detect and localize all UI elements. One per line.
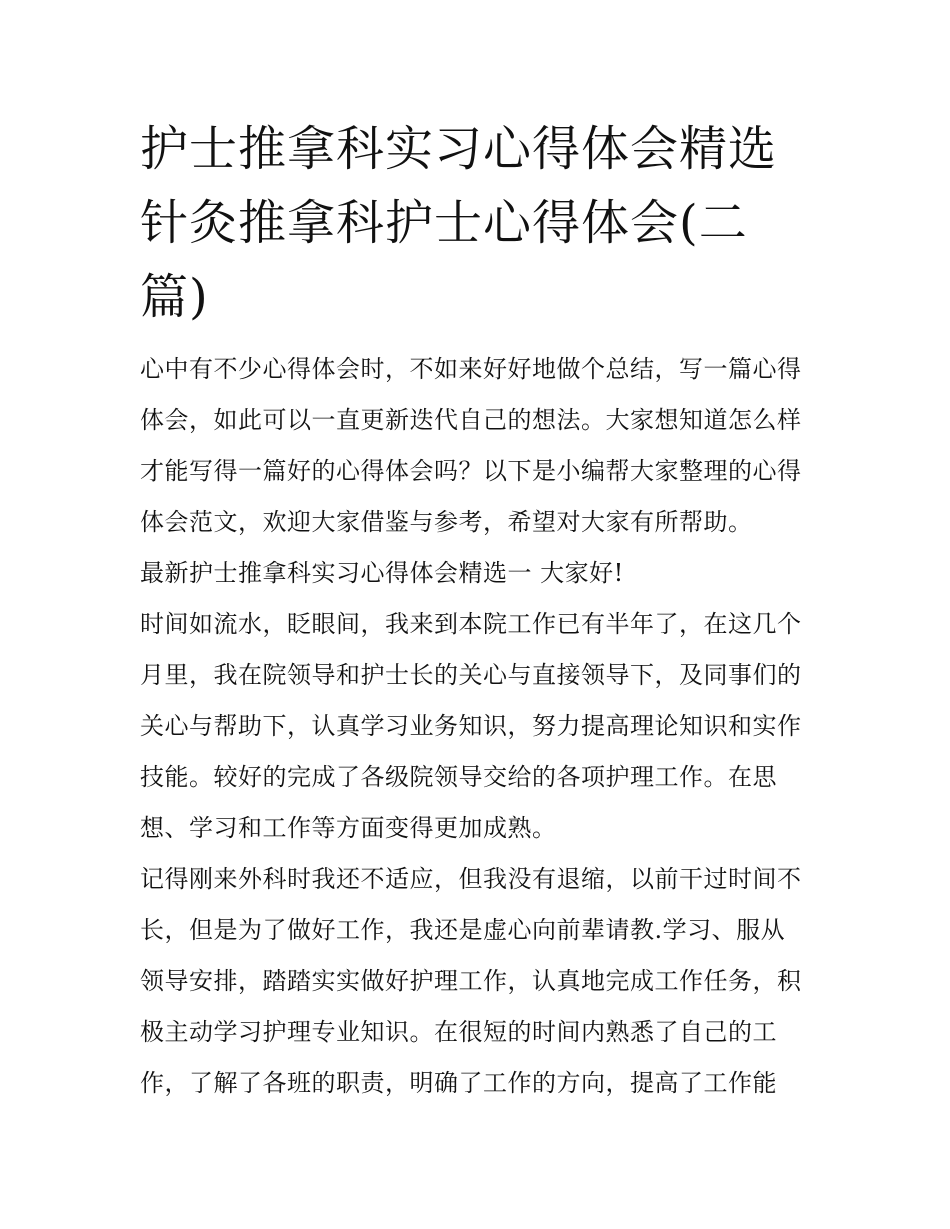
document-content (140, 112, 812, 1109)
text-line: 想、学习和工作等方面变得更加成熟。 (140, 814, 557, 842)
text-line: 极主动学习护理专业知识。在很短的时间内熟悉了自己的工 (140, 1018, 777, 1046)
document-body (140, 344, 812, 1109)
text-line: 才能写得一篇好的心得体会吗？以下是小编帮大家整理的心得 (140, 457, 802, 485)
title-line: 护士推拿科实习心得体会精选 (140, 121, 778, 177)
section-heading-paragraph (140, 548, 812, 599)
text-line: 领导安排，踏踏实实做好护理工作，认真地完成工作任务，积 (140, 967, 802, 995)
text-line: 关心与帮助下，认真学习业务知识，努力提高理论知识和实作 (140, 712, 802, 740)
text-line: 时间如流水，眨眼间，我来到本院工作已有半年了，在这几个 (140, 610, 802, 638)
text-line: 体会范文，欢迎大家借鉴与参考，希望对大家有所帮助。 (140, 508, 753, 536)
text-line: 记得刚来外科时我还不适应，但我没有退缩，以前干过时间不 (140, 865, 802, 893)
text-line: 技能。较好的完成了各级院领导交给的各项护理工作。在思 (140, 763, 777, 791)
text-line: 心中有不少心得体会时，不如来好好地做个总结，写一篇心得 (140, 355, 802, 383)
title-line: 篇) (140, 269, 209, 325)
text-line: 长，但是为了做好工作，我还是虚心向前辈请教.学习、服从 (140, 916, 786, 944)
text-line: 体会，如此可以一直更新迭代自己的想法。大家想知道怎么样 (140, 406, 802, 434)
text-line: 作，了解了各班的职责，明确了工作的方向，提高了工作能 (140, 1069, 777, 1097)
body-paragraph (140, 599, 812, 854)
intro-paragraph (140, 344, 812, 548)
title-line: 针灸推拿科护士心得体会(二 (140, 195, 748, 251)
body-paragraph (140, 854, 812, 1109)
text-line: 最新护士推拿科实习心得体会精选一 大家好! (140, 559, 624, 587)
text-line: 月里，我在院领导和护士长的关心与直接领导下，及同事们的 (140, 661, 802, 689)
document-title (140, 112, 812, 334)
